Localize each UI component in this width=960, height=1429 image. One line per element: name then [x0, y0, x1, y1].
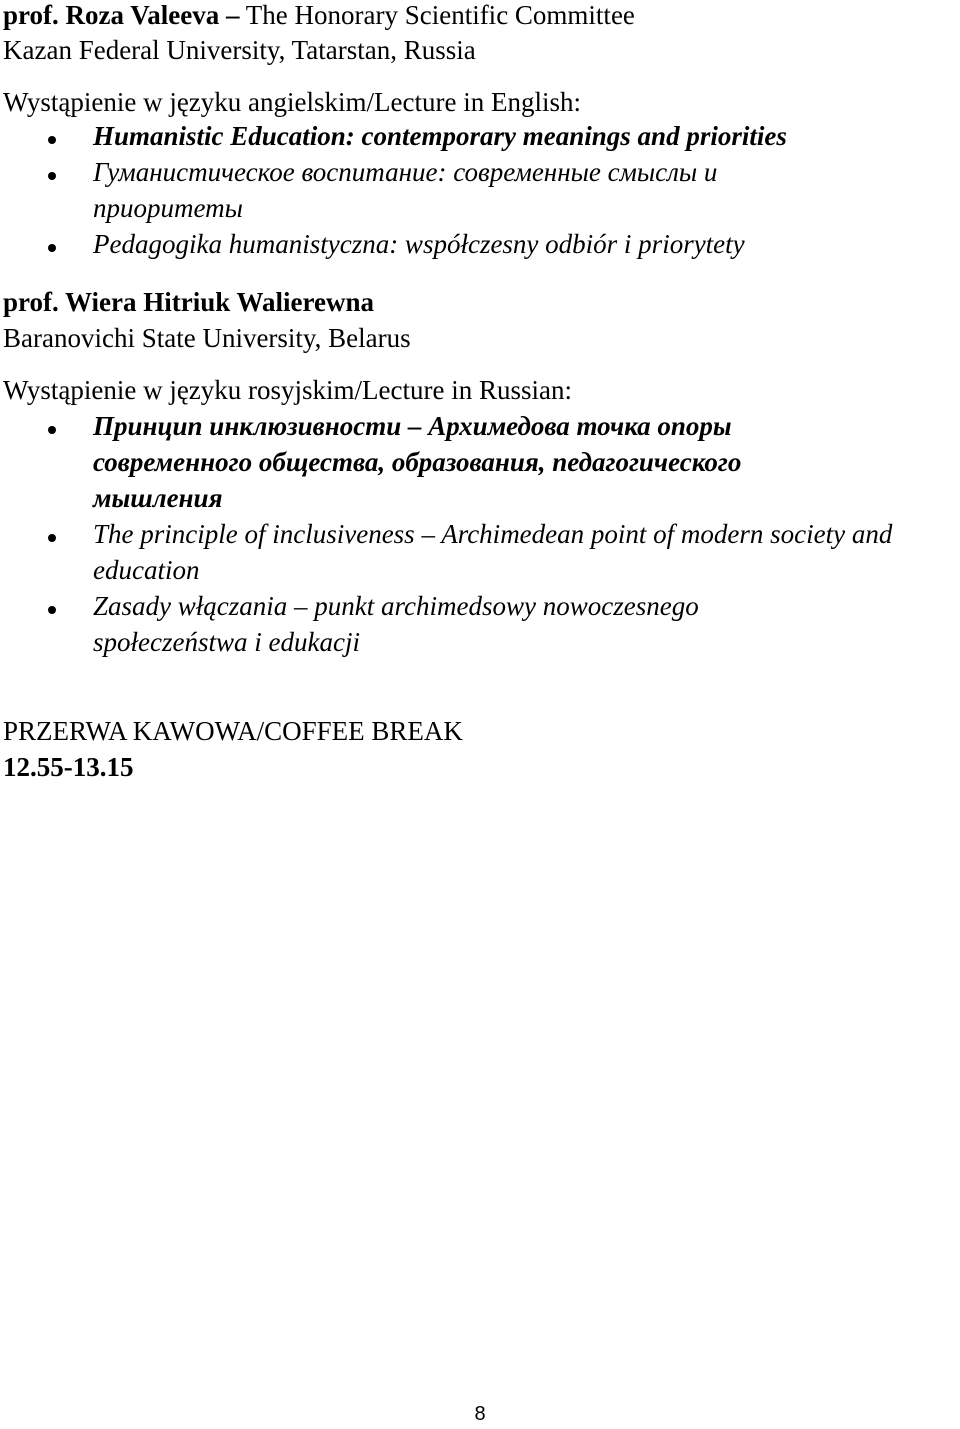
bullet-icon [48, 244, 56, 252]
speaker2-title: prof. [3, 287, 59, 317]
speaker1-dash: – [226, 0, 240, 30]
speaker1-lecture-intro: Wystąpienie w języku angielskim/Lecture in English: [3, 87, 581, 117]
speaker2-lecture-title-pl: Zasady włączania – punkt archimedsowy nowoczesnego społeczeństwa i edukacji [93, 591, 699, 657]
bullet-icon [48, 426, 56, 434]
speaker1-role: The Honorary Scientific Committee [245, 0, 635, 30]
speaker1-heading [3, 0, 635, 33]
speaker1-name: Roza Valeeva [65, 0, 220, 30]
coffee-break-time: 12.55-13.15 [3, 752, 134, 782]
speaker1-lecture-title-ru: Гуманистическое воспитание: современные смыслы и приоритеты [93, 157, 718, 223]
speaker2-lecture-title-ru: Принцип инклюзивности – Архимедова точка опоры современного общества, образования, педагогического мышления [93, 411, 742, 513]
speaker2-lecture-intro: Wystąpienie w języku rosyjskim/Lecture in Russian: [3, 375, 573, 405]
bullet-icon [48, 606, 56, 614]
bullet-icon [48, 172, 56, 180]
speaker2-name: Wiera Hitriuk Walierewna [65, 287, 375, 317]
speaker2-lecture-title-en: The principle of inclusiveness – Archimedean point of modern society and education [93, 519, 893, 585]
speaker2-affiliation: Baranovichi State University, Belarus [3, 323, 411, 353]
speaker1-affiliation: Kazan Federal University, Tatarstan, Russia [3, 35, 476, 65]
page-number: 8 [474, 1403, 486, 1425]
speaker1-lecture-title-en: Humanistic Education: contemporary meanings and priorities [93, 121, 787, 151]
bullet-icon [48, 534, 56, 542]
speaker1-lecture-title-pl: Pedagogika humanistyczna: współczesny odbiór i priorytety [93, 229, 745, 259]
speaker2-heading [3, 284, 374, 320]
bullet-icon [48, 136, 56, 144]
coffee-break-label: PRZERWA KAWOWA/COFFEE BREAK [3, 716, 463, 746]
speaker1-title: prof. [3, 0, 59, 30]
